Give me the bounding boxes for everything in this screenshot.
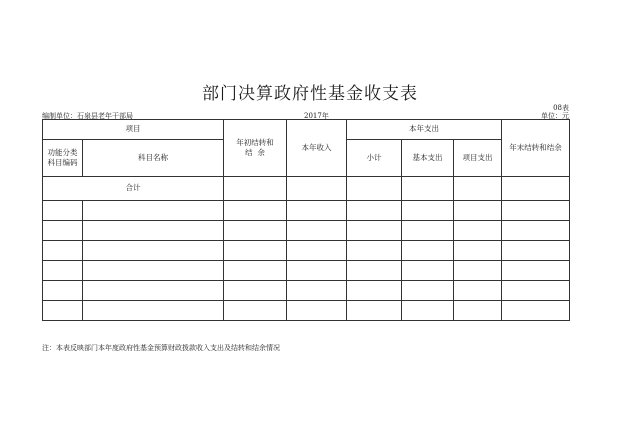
table-cell — [83, 241, 224, 261]
table-cell — [454, 261, 502, 281]
table-cell — [502, 221, 570, 241]
currency-unit: 单位：元 — [541, 112, 569, 120]
table-cell — [287, 221, 347, 241]
table-cell — [43, 301, 83, 321]
footnote: 注：本表反映部门本年度政府性基金预算财政拨款收入支出及结转和结余情况 — [42, 344, 280, 352]
header-current-expense: 本年支出 — [347, 120, 502, 140]
table-cell — [83, 281, 224, 301]
table-cell — [347, 221, 402, 241]
table-row — [43, 201, 570, 221]
table-cell — [347, 281, 402, 301]
table-row — [43, 301, 570, 321]
report-year: 2017年 — [304, 112, 329, 120]
header-subtotal: 小计 — [347, 140, 402, 177]
table-cell — [454, 201, 502, 221]
table-row — [43, 281, 570, 301]
header-subject-name: 科目名称 — [83, 140, 224, 177]
header-func-code — [43, 140, 83, 177]
total-cell — [402, 177, 454, 201]
form-number: 08表 — [553, 104, 569, 112]
table-cell — [43, 261, 83, 281]
total-label: 合计 — [43, 177, 224, 201]
table-cell — [502, 301, 570, 321]
header-opening-balance — [224, 120, 287, 177]
table-cell — [402, 221, 454, 241]
table-row — [43, 261, 570, 281]
total-row — [43, 177, 570, 201]
table-cell — [402, 281, 454, 301]
header-opening-balance-l2: 结 余 — [245, 148, 265, 157]
table-cell — [224, 221, 287, 241]
table-cell — [83, 261, 224, 281]
table-cell — [43, 241, 83, 261]
table-cell — [83, 201, 224, 221]
table-cell — [287, 261, 347, 281]
header-closing-balance: 年末结转和结余 — [502, 120, 570, 177]
total-cell — [454, 177, 502, 201]
header-func-code-l1: 功能分类 — [47, 147, 78, 157]
header-opening-balance-l1: 年初结转和 — [236, 137, 274, 147]
table-cell — [224, 201, 287, 221]
table-cell — [43, 201, 83, 221]
table-cell — [454, 281, 502, 301]
table-cell — [402, 261, 454, 281]
table-cell — [224, 241, 287, 261]
table-cell — [347, 261, 402, 281]
table-cell — [347, 201, 402, 221]
table-cell — [454, 221, 502, 241]
header-item: 项目 — [43, 120, 224, 140]
table-cell — [287, 241, 347, 261]
total-cell — [502, 177, 570, 201]
table-cell — [224, 281, 287, 301]
fund-table — [42, 119, 570, 321]
table-row — [43, 241, 570, 261]
header-row-1 — [43, 120, 570, 140]
total-cell — [287, 177, 347, 201]
header-project-expense: 项目支出 — [454, 140, 502, 177]
table-cell — [402, 201, 454, 221]
table-cell — [502, 201, 570, 221]
table-cell — [347, 241, 402, 261]
table-cell — [287, 281, 347, 301]
table-cell — [402, 241, 454, 261]
reporting-unit: 编制单位：石泉县老年干部局 — [42, 112, 133, 120]
table-row — [43, 221, 570, 241]
table-cell — [454, 241, 502, 261]
table-cell — [287, 201, 347, 221]
table-cell — [43, 221, 83, 241]
table-cell — [402, 301, 454, 321]
header-func-code-l2: 科目编码 — [47, 158, 78, 167]
total-cell — [347, 177, 402, 201]
table-cell — [287, 301, 347, 321]
table-cell — [502, 281, 570, 301]
table-cell — [83, 221, 224, 241]
header-current-income: 本年收入 — [287, 120, 347, 177]
table-cell — [224, 301, 287, 321]
table-cell — [347, 301, 402, 321]
header-basic-expense: 基本支出 — [402, 140, 454, 177]
total-cell — [224, 177, 287, 201]
table-cell — [502, 261, 570, 281]
page-title: 部门决算政府性基金收支表 — [202, 84, 418, 104]
table-cell — [454, 301, 502, 321]
table-cell — [83, 301, 224, 321]
table-cell — [224, 261, 287, 281]
table-cell — [502, 241, 570, 261]
table-cell — [43, 281, 83, 301]
